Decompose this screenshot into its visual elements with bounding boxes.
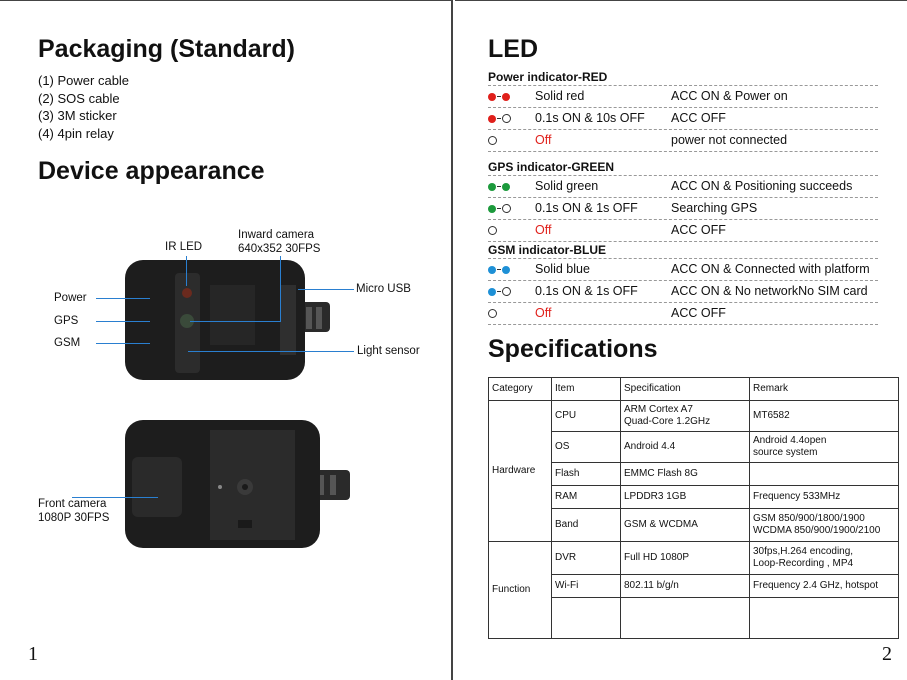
label-power: Power — [54, 292, 87, 304]
table-row — [489, 401, 899, 432]
led-indicator-icon — [488, 284, 514, 296]
led-description: Searching GPS — [671, 201, 758, 215]
led-state: Solid red — [535, 89, 585, 103]
spec-cell: Full HD 1080P — [621, 542, 750, 575]
page-border — [0, 0, 451, 1]
device-back-image — [120, 415, 370, 555]
led-row — [488, 198, 878, 220]
led-state: Off — [535, 306, 552, 320]
label-gsm: GSM — [54, 337, 81, 349]
led-row — [488, 176, 878, 198]
right-page — [455, 0, 907, 680]
packaging-item: (2) SOS cable — [38, 90, 120, 106]
packaging-item: (3) 3M sticker — [38, 108, 117, 123]
remark-cell: GSM 850/900/1800/1900 WCDMA 850/900/1900/2100 — [750, 509, 899, 542]
spec-cell: Android 4.4 — [621, 432, 750, 463]
callout-line — [186, 256, 187, 286]
label-ir-led: IR LED — [165, 241, 203, 253]
table-row — [489, 542, 899, 575]
led-section-title: GPS indicator-GREEN — [488, 160, 615, 174]
led-state: 0.1s ON & 1s OFF — [535, 201, 638, 215]
led-row — [488, 259, 878, 281]
callout-line — [298, 289, 354, 290]
remark-cell: Android 4.4open source system — [750, 432, 899, 463]
led-row — [488, 86, 878, 108]
label-micro-usb: Micro USB — [356, 283, 411, 295]
led-row — [488, 108, 878, 130]
packaging-title: Packaging (Standard) — [38, 35, 295, 63]
led-state: 0.1s ON & 1s OFF — [535, 284, 638, 298]
led-state: Solid blue — [535, 262, 590, 276]
label-gps: GPS — [54, 315, 79, 327]
callout-line — [96, 321, 150, 322]
led-indicator-icon — [488, 262, 514, 274]
item-cell: DVR — [552, 542, 621, 575]
led-description: ACC ON & Power on — [671, 89, 788, 103]
led-description: power not connected — [671, 133, 788, 147]
packaging-item: (4) 4pin relay — [38, 125, 114, 141]
category-cell: Hardware — [489, 401, 552, 542]
led-state: Off — [535, 133, 552, 147]
led-row — [488, 130, 878, 152]
specifications-title: Specifications — [488, 335, 658, 363]
led-indicator-icon — [488, 133, 514, 145]
spec-cell: LPDDR3 1GB — [621, 486, 750, 509]
item-cell: Flash — [552, 463, 621, 486]
callout-line — [96, 298, 150, 299]
item-cell: Band — [552, 509, 621, 542]
led-indicator-icon — [488, 111, 514, 123]
led-indicator-icon — [488, 179, 514, 191]
led-description: ACC ON & Positioning succeeds — [671, 179, 853, 193]
led-description: ACC OFF — [671, 306, 726, 320]
appearance-title: Device appearance — [38, 157, 265, 185]
led-indicator-icon — [488, 201, 514, 213]
item-cell: Wi-Fi — [552, 575, 621, 598]
callout-line — [188, 351, 354, 352]
spec-cell: GSM & WCDMA — [621, 509, 750, 542]
label-front-camera-spec: 1080P 30FPS — [38, 512, 110, 524]
device-front-image — [120, 255, 350, 390]
callout-line — [190, 321, 280, 322]
packaging-list — [38, 72, 129, 142]
led-description: ACC ON & No networkNo SIM card — [671, 284, 868, 298]
led-indicator-icon — [488, 223, 514, 235]
led-row — [488, 220, 878, 242]
led-state: Solid green — [535, 179, 599, 193]
callout-line — [96, 343, 150, 344]
label-light-sensor: Light sensor — [357, 345, 420, 357]
item-cell: OS — [552, 432, 621, 463]
remark-cell: Frequency 2.4 GHz, hotspot — [750, 575, 899, 598]
led-description: ACC ON & Connected with platform — [671, 262, 870, 276]
remark-cell: Frequency 533MHz — [750, 486, 899, 509]
remark-cell — [750, 463, 899, 486]
led-section-title: GSM indicator-BLUE — [488, 243, 607, 257]
item-cell: RAM — [552, 486, 621, 509]
callout-line — [72, 497, 158, 498]
led-row — [488, 303, 878, 325]
table-header-cell: Category — [489, 378, 552, 401]
item-cell: CPU — [552, 401, 621, 432]
label-inward-camera-spec: 640x352 30FPS — [238, 243, 321, 255]
label-inward-camera: Inward camera — [238, 229, 315, 241]
remark-cell: 30fps,H.264 encoding, Loop-Recording , MP4 — [750, 542, 899, 575]
packaging-item: (1) Power cable — [38, 73, 130, 88]
table-header-cell: Specification — [621, 378, 750, 401]
spec-cell: EMMC Flash 8G — [621, 463, 750, 486]
led-row — [488, 281, 878, 303]
table-header-cell: Item — [552, 378, 621, 401]
table-header-cell: Remark — [750, 378, 899, 401]
spec-cell: 802.11 b/g/n — [621, 575, 750, 598]
page-number: 1 — [28, 643, 38, 665]
remark-cell — [750, 598, 899, 639]
led-description: ACC OFF — [671, 223, 726, 237]
specifications-table — [488, 377, 899, 639]
led-indicator-icon — [488, 89, 514, 101]
led-description: ACC OFF — [671, 111, 726, 125]
label-front-camera: Front camera — [38, 498, 107, 510]
left-page — [0, 0, 453, 680]
spec-cell: ARM Cortex A7 Quad-Core 1.2GHz — [621, 401, 750, 432]
callout-line — [280, 256, 281, 322]
led-indicator-icon — [488, 306, 514, 318]
led-state: 0.1s ON & 10s OFF — [535, 111, 645, 125]
led-state: Off — [535, 223, 552, 237]
remark-cell: MT6582 — [750, 401, 899, 432]
category-cell: Function — [489, 542, 552, 639]
page-number: 2 — [882, 643, 892, 665]
led-section-title: Power indicator-RED — [488, 70, 608, 84]
spec-cell — [621, 598, 750, 639]
led-title: LED — [488, 35, 538, 63]
table-header-row — [489, 378, 899, 401]
item-cell — [552, 598, 621, 639]
page-border — [455, 0, 907, 1]
